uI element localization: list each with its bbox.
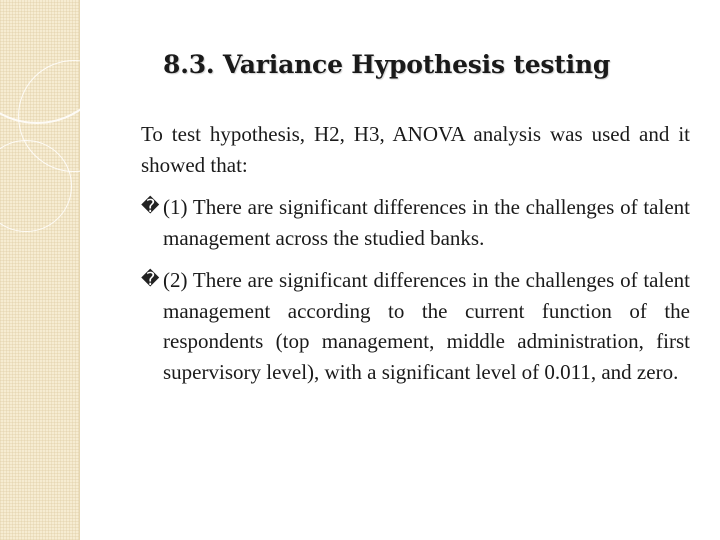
bullet-marker-icon: � (141, 269, 160, 290)
bullet-text: (2) There are significant differences in the challenges of talent management according to the current function of the respondents (top management, middle administration, first supervisory level), with a significant level of 0.011, and zero. (163, 268, 690, 384)
bullet-marker-icon: � (141, 196, 160, 217)
slide-title: 8.3. Variance Hypothesis testing (163, 50, 611, 79)
decorative-side-band (0, 0, 80, 540)
bullet-item (141, 192, 690, 253)
slide-body (141, 119, 690, 387)
intro-paragraph: To test hypothesis, H2, H3, ANOVA analysis was used and it showed that: (141, 122, 690, 177)
bullet-item (141, 265, 690, 387)
bullet-text: (1) There are significant differences in the challenges of talent management across the studied banks. (163, 195, 690, 250)
